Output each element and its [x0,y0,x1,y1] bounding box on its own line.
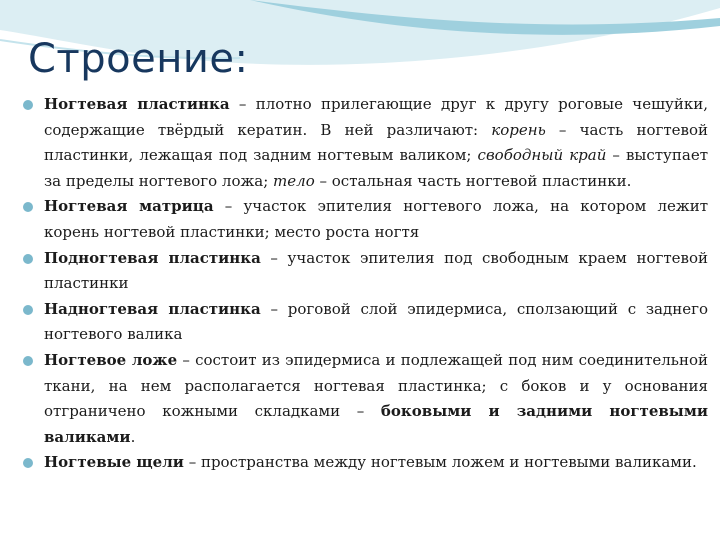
bullet-list [44,92,708,476]
slide-title: Строение: [28,36,249,82]
bullet-icon [23,458,33,468]
term-body: тело [273,171,315,190]
term-eponychium: Надногтевая пластинка [44,299,261,318]
bullet-icon [23,356,33,366]
term-subungual-plate: Подногтевая пластинка [44,248,261,267]
term-root: корень [491,120,546,139]
list-item-eponychium [44,297,708,348]
definition-text: – часть ногтевой пластинки, лежащая под задним ногтевым валиком; [44,120,708,165]
definition-text: – остальная часть ногтевой пластинки. [314,171,632,190]
definition-text: – выступает за пределы ногтевого ложа; [44,146,708,190]
term-free-edge: свободный край [477,146,607,165]
list-item-subungual-plate [44,246,708,297]
bullet-icon [23,254,33,264]
definition-text: – участок эпителия под свободным краем ногтевой пластинки [44,248,708,293]
definition-text: – участок эпителия ногтевого ложа, на котором лежит корень ногтевой пластинки; место роста ногтя [44,197,708,241]
list-item-nail-matrix [44,194,708,245]
definition-text: – плотно прилегающие друг к другу роговые чешуйки, содержащие твёрдый кератин. В ней различают: [44,95,708,139]
bullet-icon [23,305,33,315]
term-nail-grooves: Ногтевые щели [44,453,184,472]
definition-text: – роговой слой эпидермиса, сползающий с заднего ногтевого валика [44,299,708,344]
definition-text: – состоит из эпидермиса и подлежащей под ним соединительной ткани, на нем располагается ногтевая пластинка; с боков и у основания отграничено кожными складками – [44,350,709,421]
definition-text: – пространства между ногтевым ложем и ногтевыми валиками. [183,453,697,472]
definition-text: . [130,427,136,446]
term-nail-plate: Ногтевая пластинка [44,95,230,113]
term-nail-bed: Ногтевое ложе [44,350,178,369]
term-nail-matrix: Ногтевая матрица [44,197,214,216]
term-nail-folds: боковыми и задними ногтевыми валиками [44,402,708,446]
list-item-nail-plate [44,92,708,194]
list-item-nail-grooves [44,450,708,476]
bullet-icon [23,100,33,110]
bullet-icon [23,202,33,212]
list-item-nail-bed [44,348,708,450]
